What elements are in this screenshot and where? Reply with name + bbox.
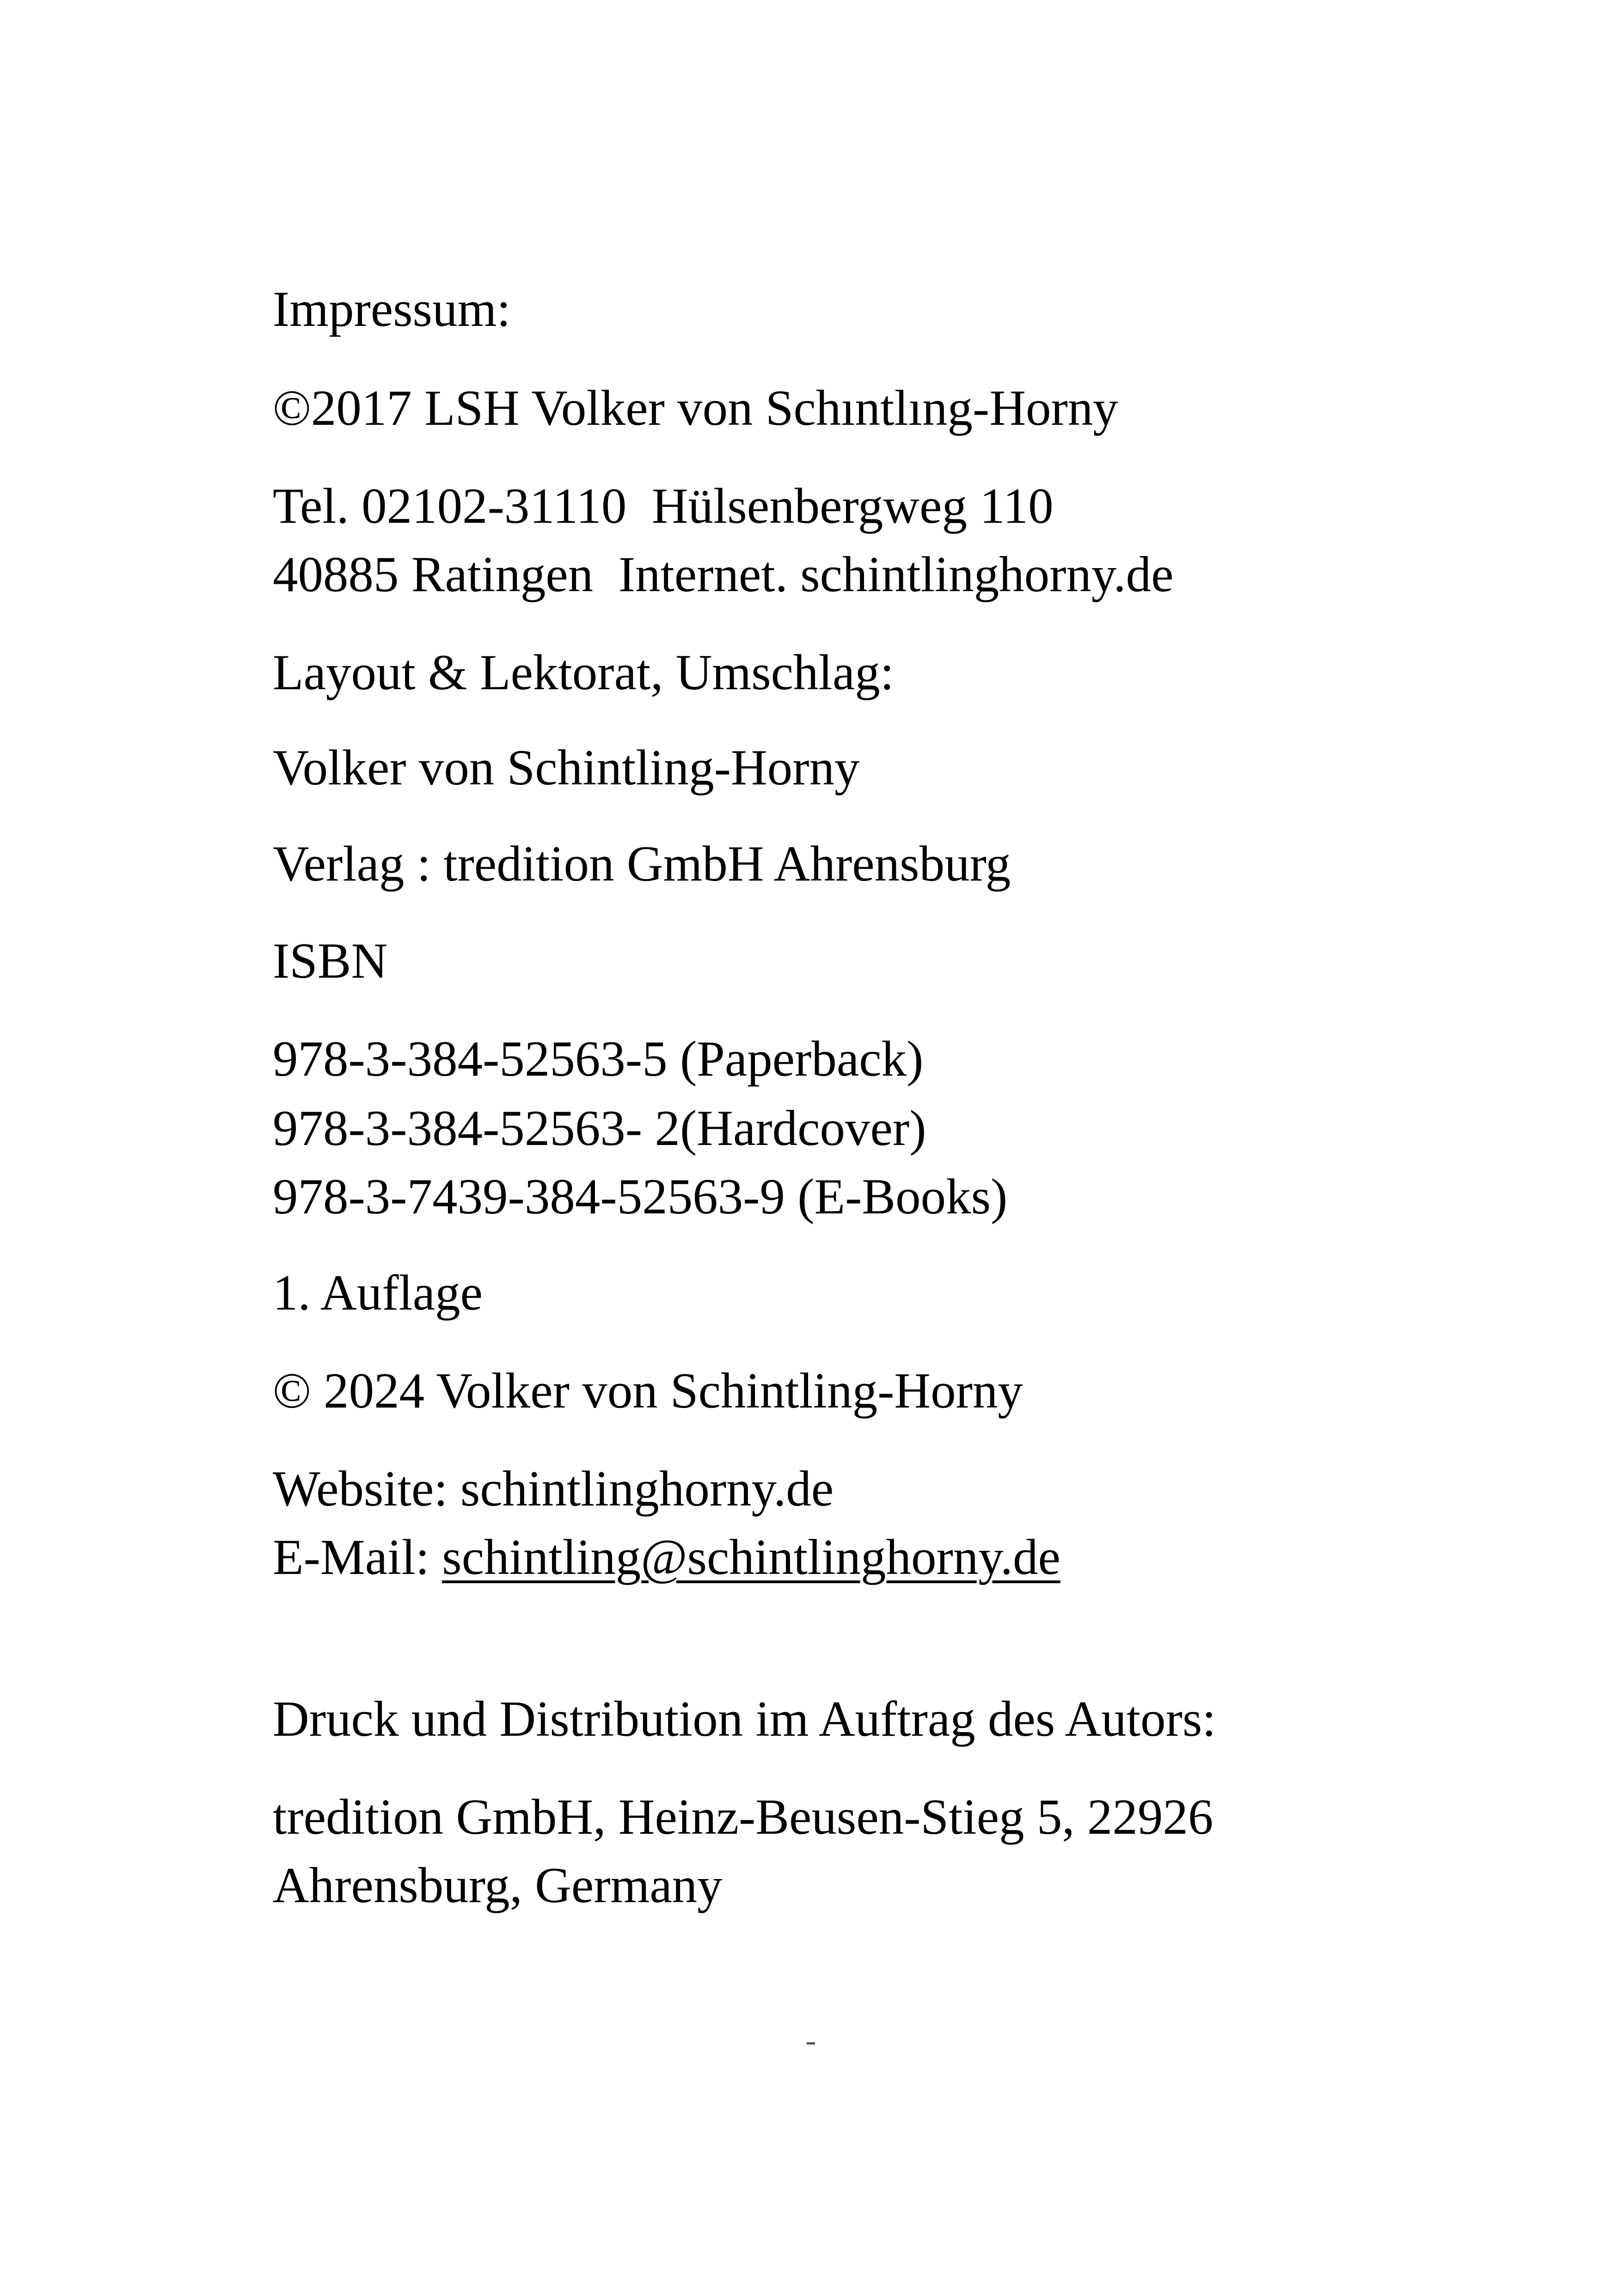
layout-name: Volker von Schintling-Horny bbox=[273, 740, 860, 796]
contact-city-internet: 40885 Ratingen Internet. schintlinghorny.de bbox=[273, 546, 1174, 602]
imprint-heading: Impressum: bbox=[273, 281, 511, 337]
contact-phone-address: Tel. 02102-31110 Hülsenbergweg 110 bbox=[273, 478, 1054, 534]
isbn-hardcover: 978-3-384-52563- 2(Hardcover) bbox=[273, 1100, 926, 1156]
printer-address-line-1: tredition GmbH, Heinz-Beusen-Stieg 5, 22926 bbox=[273, 1789, 1214, 1845]
email-link[interactable]: schintling@schintlinghorny.de bbox=[442, 1529, 1060, 1585]
copyright-2024: © 2024 Volker von Schintling-Horny bbox=[273, 1363, 1023, 1419]
edition: 1. Auflage bbox=[273, 1265, 483, 1321]
printer-address-line-2: Ahrensburg, Germany bbox=[273, 1857, 723, 1913]
website: Website: schintlinghorny.de bbox=[273, 1461, 834, 1517]
layout-label: Layout & Lektorat, Umschlag: bbox=[273, 644, 894, 700]
page-marker bbox=[807, 2042, 815, 2045]
isbn-paperback: 978-3-384-52563-5 (Paperback) bbox=[273, 1031, 924, 1087]
email-label: E-Mail: bbox=[273, 1529, 442, 1585]
publisher: Verlag : tredition GmbH Ahrensburg bbox=[273, 836, 1011, 892]
isbn-label: ISBN bbox=[273, 933, 388, 989]
print-distribution-label: Druck und Distribution im Auftrag des Autors: bbox=[273, 1691, 1216, 1747]
isbn-ebook: 978-3-7439-384-52563-9 (E-Books) bbox=[273, 1169, 1008, 1225]
copyright-2017: ©2017 LSH Volker von Schıntlıng-Horny bbox=[273, 380, 1118, 436]
email-line bbox=[273, 1529, 1060, 1585]
